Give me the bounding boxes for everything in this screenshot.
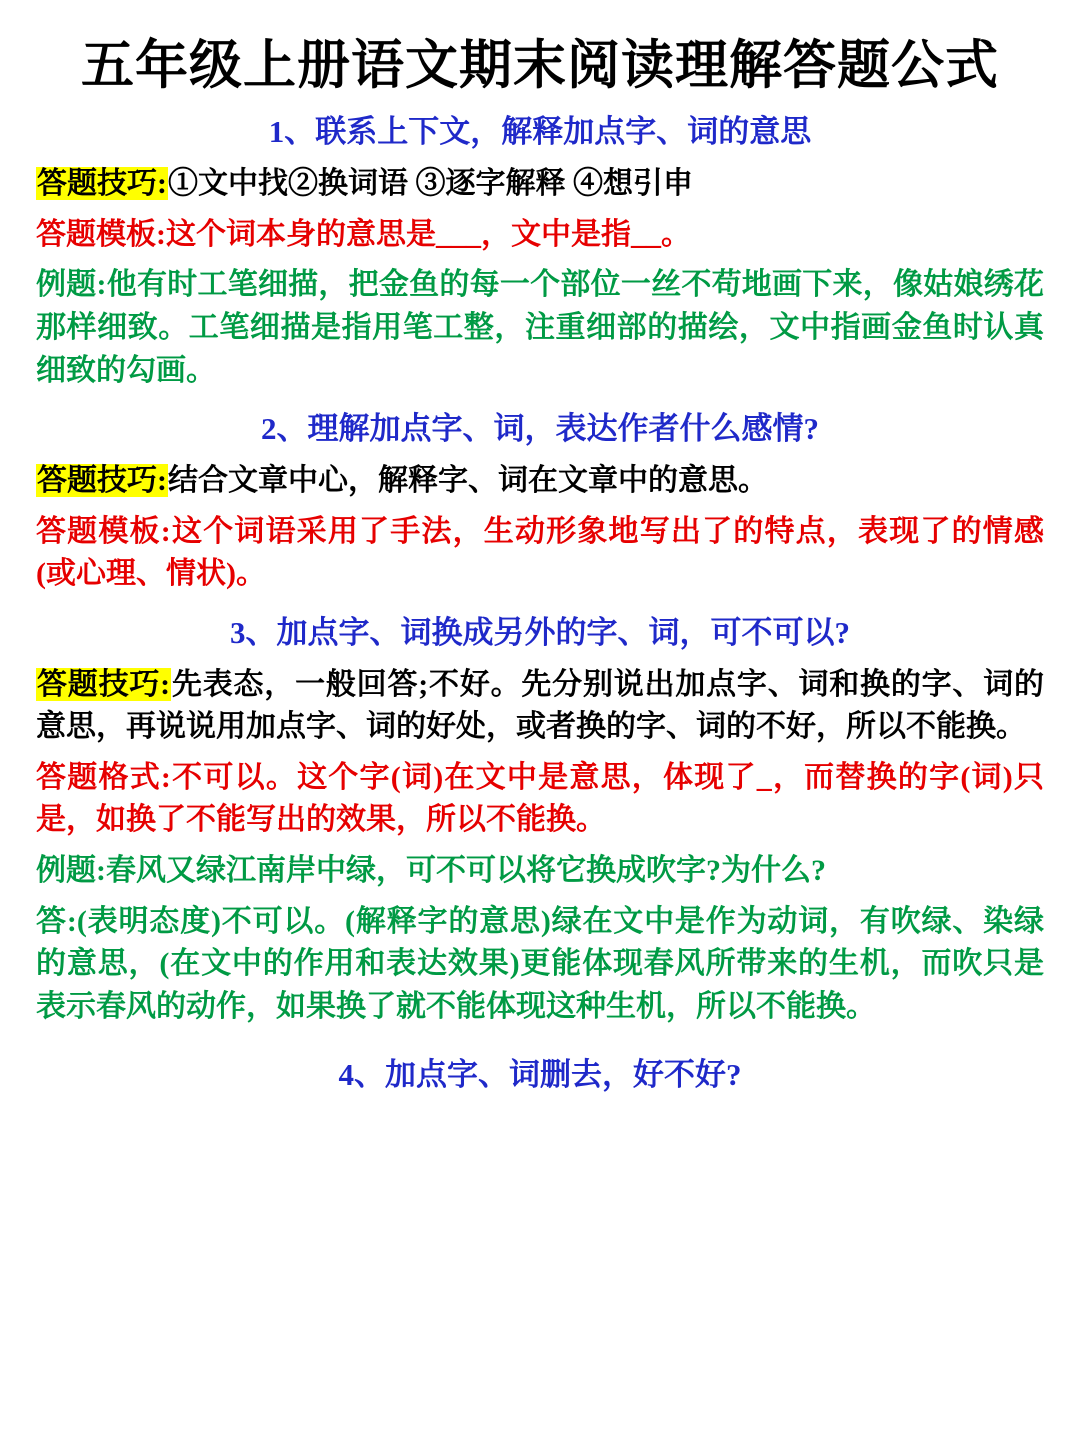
block-text: 这个词本身的意思是___，文中是指__。 [166, 217, 691, 251]
block-answer-skill-2 [36, 460, 1044, 503]
section-heading-2: 2、理解加点字、词，表达作者什么感情? [261, 411, 819, 447]
section-heading-1: 1、联系上下文，解释加点字、词的意思 [268, 114, 812, 150]
block-label: 答题模板: [36, 217, 166, 251]
block-answer-format-3 [36, 757, 1044, 842]
block-text: 这个词语采用了手法，生动形象地写出了的特点，表现了的情感(或心理、情状)。 [36, 514, 1044, 591]
block-label: 答题技巧: [37, 167, 167, 201]
block-answer-skill-1 [36, 163, 1044, 206]
block-label: 答: [36, 904, 77, 938]
block-example-1 [36, 264, 1044, 392]
block-label: 答题技巧: [37, 667, 171, 701]
block-label: 例题: [36, 268, 107, 302]
block-answer-template-1 [36, 214, 1044, 257]
block-label: 答题技巧: [37, 464, 167, 498]
block-answer-3 [36, 901, 1044, 1029]
block-text: 不可以。这个字(词)在文中是意思，体现了_，而替换的字(词)只是，如换了不能写出的效果，所以不能换。 [36, 760, 1044, 837]
block-text: ①文中找②换词语 ③逐字解释 ④想引申 [168, 167, 693, 201]
section-heading-3: 3、加点字、词换成另外的字、词，可不可以? [230, 614, 850, 650]
section-heading-4: 4、加点字、词删去，好不好? [338, 1057, 742, 1093]
page-title: 五年级上册语文期末阅读理解答题公式 [81, 36, 999, 95]
block-answer-skill-3 [36, 664, 1044, 749]
block-example-3 [36, 850, 1044, 893]
block-label: 例题: [36, 854, 106, 888]
block-label: 答题模板: [36, 514, 171, 548]
block-label: 答题格式: [36, 760, 171, 794]
block-text: (表明态度)不可以。(解释字的意思)绿在文中是作为动词，有吹绿、染绿的意思，(在文中的作用和表达效果)更能体现春风所带来的生机，而吹只是表示春风的动作，如果换了就不能体现这种生机，所以不能换。 [36, 904, 1044, 1023]
block-text: 先表态，一般回答;不好。先分别说出加点字、词和换的字、词的意思，再说说用加点字、词的好处，或者换的字、词的不好，所以不能换。 [36, 667, 1044, 744]
block-text: 他有时工笔细描，把金鱼的每一个部位一丝不苟地画下来，像姑娘绣花那样细致。工笔细描是指用笔工整，注重细部的描绘，文中指画金鱼时认真细致的勾画。 [36, 268, 1044, 387]
block-text: 春风又绿江南岸中绿，可不可以将它换成吹字?为什么? [106, 854, 826, 888]
block-answer-template-2 [36, 511, 1044, 596]
block-text: 结合文章中心，解释字、词在文章中的意思。 [168, 464, 768, 498]
